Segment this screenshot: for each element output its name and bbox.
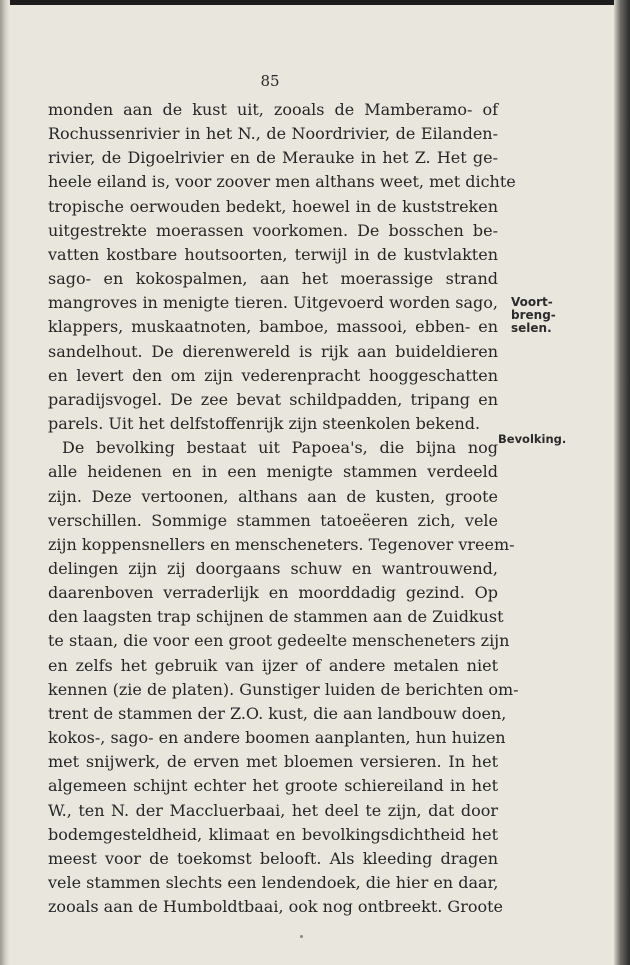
text-line: delingen zijn zij doorgaans schuw en wantrouwend, bbox=[48, 558, 498, 578]
text-line: met snijwerk, de erven met bloemen versieren. In het bbox=[48, 752, 498, 772]
text-line: sandelhout. De dierenwereld is rijk aan buideldieren bbox=[48, 341, 498, 361]
text-line: en zelfs het gebruik van ijzer of andere metalen niet bbox=[48, 655, 498, 675]
text-line: en levert den om zijn vederenpracht hooggeschatten bbox=[48, 365, 498, 385]
text-line: mangroves in menigte tieren. Uitgevoerd worden sago, bbox=[48, 293, 498, 313]
text-line: De bevolking bestaat uit Papoea's, die bijna nog bbox=[62, 438, 498, 458]
binding-shadow bbox=[0, 0, 10, 965]
text-line: vele stammen slechts een lendendoek, die hier en daar, bbox=[48, 873, 499, 892]
text-line: verschillen. Sommige stammen tatoeëeren zich, vele bbox=[48, 510, 498, 530]
marginal-note-bevolking: Bevolking. bbox=[498, 432, 567, 446]
text-line: bodemgesteldheid, klimaat en bevolkingsdichtheid het bbox=[48, 824, 498, 844]
text-line: vatten kostbare houtsoorten, terwijl in de kustvlakten bbox=[48, 244, 498, 264]
text-line: uitgestrekte moerassen voorkomen. De bosschen be- bbox=[48, 220, 498, 240]
marginal-note-voortbrengselen bbox=[511, 296, 556, 335]
text-line: trent de stammen der Z.O. kust, die aan landbouw doen, bbox=[48, 703, 507, 723]
top-scan-border bbox=[0, 0, 630, 5]
text-line: Rochussenrivier in het N., de Noordrivier, de Eilanden- bbox=[48, 124, 498, 144]
marginal-note-line: breng- bbox=[511, 308, 556, 322]
text-line: klappers, muskaatnoten, bamboe, massooi, ebben- en bbox=[48, 317, 498, 337]
text-line: heele eiland is, voor zoover men althans weet, met dichte bbox=[48, 172, 516, 192]
text-line: sago- en kokospalmen, aan het moerassige strand bbox=[48, 269, 498, 289]
marginal-note-line: selen. bbox=[511, 321, 552, 335]
text-line: te staan, die voor een groot gedeelte menscheneters zijn bbox=[48, 631, 510, 651]
text-line: zijn koppensnellers en menscheneters. Tegenover vreem- bbox=[48, 534, 515, 554]
page-edge-shadow bbox=[614, 0, 630, 965]
text-line: tropische oerwouden bedekt, hoewel in de kuststreken bbox=[48, 196, 498, 216]
text-line: zijn. Deze vertoonen, althans aan de kusten, groote bbox=[48, 486, 498, 506]
text-line: rivier, de Digoelrivier en de Merauke in het Z. Het ge- bbox=[48, 148, 498, 168]
text-line: algemeen schijnt echter het groote schiereiland in het bbox=[48, 776, 498, 796]
text-line: meest voor de toekomst belooft. Als kleeding dragen bbox=[48, 848, 498, 868]
body-text bbox=[48, 98, 519, 919]
text-line: W., ten N. der Maccluerbaai, het deel te zijn, dat door bbox=[48, 800, 498, 820]
marginal-note-line: Voort- bbox=[511, 295, 553, 309]
text-line: paradijsvogel. De zee bevat schildpadden, tripang en bbox=[48, 389, 498, 409]
text-line: daarenboven verraderlijk en moorddadig gezind. Op bbox=[48, 583, 498, 603]
text-line: den laagsten trap schijnen de stammen aan de Zuidkust bbox=[48, 607, 504, 627]
page-number: 85 bbox=[260, 72, 280, 90]
text-line: alle heidenen en in een menigte stammen verdeeld bbox=[48, 462, 498, 482]
text-line: kennen (zie de platen). Gunstiger luiden de berichten om- bbox=[48, 679, 519, 699]
text-line: parels. Uit het delfstoffenrijk zijn steenkolen bekend. bbox=[48, 414, 481, 434]
paper-speck bbox=[300, 935, 303, 938]
text-line: kokos-, sago- en andere boomen aanplanten, hun huizen bbox=[48, 728, 506, 748]
text-line: zooals aan de Humboldtbaai, ook nog ontbreekt. Groote bbox=[48, 897, 504, 917]
text-line: monden aan de kust uit, zooals de Mamberamo- of bbox=[48, 100, 498, 119]
